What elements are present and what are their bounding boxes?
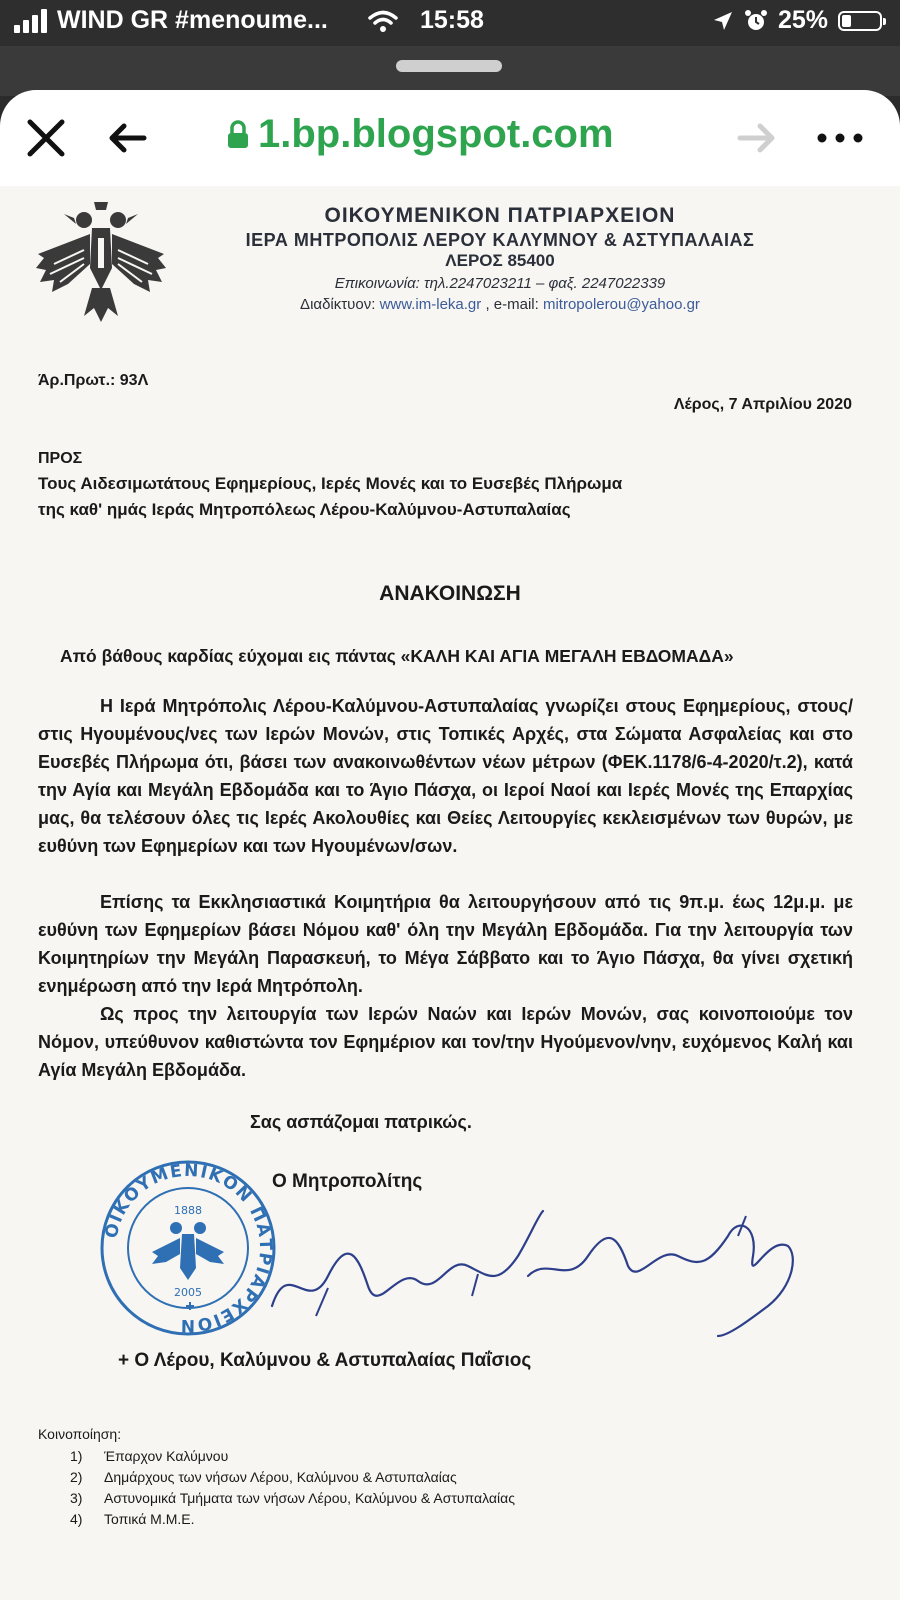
cc-text: Έπαρχον Καλύμνου <box>104 1448 229 1464</box>
browser-sheet <box>0 90 900 1600</box>
cc-label: Κοινοποίηση: <box>38 1426 122 1442</box>
to-line2: της καθ' ημάς Ιεράς Μητροπόλεως Λέρου-Καλύμνου-Αστυπαλαίας <box>38 500 571 519</box>
status-right <box>712 6 882 35</box>
paragraph-3 <box>38 1000 853 1084</box>
web-label: Διαδίκτυον: <box>300 296 376 313</box>
url-text: 1.bp.blogspot.com <box>258 112 614 156</box>
patriarchate-seal <box>96 1156 280 1340</box>
cc-text: Τοπικά Μ.Μ.Ε. <box>104 1511 195 1527</box>
paragraph-2-text: Επίσης τα Εκκλησιαστικά Κοιμητήρια θα λειτουργήσουν από τις 9π.μ. έως 12μ.μ. με ευθύνη των Εφημερίων βάσει Νόμου καθ' όλη την Μεγάλη Εβδομάδα. Για την λειτουργία των Κοιμητηρίων την Μεγάλη Παρασκευή, το Μέγα Σάββατο και το Άγιο Πάσχα, θα γίνει σχετική ενημέρωση από την Ιερά Μητρόπολη. <box>38 892 853 996</box>
close-icon[interactable] <box>18 110 74 166</box>
greeting-line: Από βάθους καρδίας εύχομαι εις πάντας «ΚΑΛΗ ΚΑΙ ΑΓΙΑ ΜΕΓΑΛΗ ΕΒΔΟΜΑΔΑ» <box>60 646 734 666</box>
to-line1: Τους Αιδεσιμωτάτους Εφημερίους, Ιερές Μονές και το Ευσεβές Πλήρωμα <box>38 474 623 493</box>
document-image <box>0 186 900 1600</box>
carrier-label: WIND GR #menoume... <box>57 6 328 34</box>
letterhead-contact: Επικοινωνία: τηλ.2247023211 – φαξ. 2247022339 <box>334 275 666 292</box>
battery-icon <box>838 11 882 31</box>
paragraph-1 <box>38 692 853 860</box>
more-options-icon[interactable] <box>812 110 868 166</box>
signal-icon <box>14 9 47 33</box>
url-bar[interactable] <box>226 112 614 157</box>
cc-list <box>70 1446 515 1530</box>
signer-title: Ο Μητροπολίτης <box>272 1171 423 1192</box>
email-link: mitropolerou@yahoo.gr <box>542 296 700 313</box>
seal-year-top: 1888 <box>174 1204 202 1217</box>
letterhead <box>170 204 830 313</box>
location-arrow-icon <box>712 10 734 32</box>
lock-icon <box>226 120 250 150</box>
paragraph-1-text: Η Ιερά Μητρόπολις Λέρου-Καλύμνου-Αστυπαλαίας γνωρίζει στους Εφημερίους, στους/στις Ηγουμένους/νες των Ιερών Μονών, στις Τοπικές Αρχές, στα Σώματα Ασφαλείας και στο Ευσεβές Πλήρωμα ότι, βάσει των ανακοινωθέντων νέων μέτρων (ΦΕΚ.1178/6-4-2020/τ.2), κατά την Αγία και Μεγάλη Εβδομάδα και το Άγιο Πάσχα, οι Ιεροί Ναοί και Ιερές Μονές της Επαρχίας μας, θα τελέσουν όλες τις Ιερές Ακολουθίες και Θείες Λειτουργίες κεκλεισμένων των θυρών, με ευθύνη των Εφημερίων και των Ηγουμένων/σων. <box>38 696 853 856</box>
alarm-clock-icon <box>744 9 768 33</box>
seal-eagle-icon <box>152 1222 224 1280</box>
letterhead-line3: ΛΕΡΟΣ 85400 <box>445 251 555 270</box>
announcement-title: ΑΝΑΚΟΙΝΩΣΗ <box>379 582 521 605</box>
closing-line: Σας ασπάζομαι πατρικώς. <box>250 1112 472 1132</box>
sheet-drag-handle[interactable] <box>396 60 502 72</box>
to-label: ΠΡΟΣ <box>38 450 83 467</box>
signer-name: + Ο Λέρου, Καλύμνου & Αστυπαλαίας Παΐσιος <box>118 1350 532 1371</box>
status-bar <box>0 0 900 46</box>
paragraph-2 <box>38 888 853 1000</box>
cc-number: 1) <box>70 1448 83 1464</box>
clock: 15:58 <box>420 6 484 34</box>
list-item <box>70 1467 515 1488</box>
paragraph-3-text: Ως προς την λειτουργία των Ιερών Ναών και Ιερών Μονών, σας κοινοποιούμε τον Νόμον, υπεύθυνον καθιστώντα τον Εφημέριον και τον/την Ηγούμενον/νην, ευχόμενος Καλή και Αγία Μεγάλη Εβδομάδα. <box>38 1004 853 1080</box>
wifi-icon <box>368 9 398 33</box>
letterhead-web <box>170 296 830 313</box>
list-item <box>70 1509 515 1530</box>
battery-percent: 25% <box>777 6 828 34</box>
letterhead-line1: ΟΙΚΟΥΜΕΝΙΚΟΝ ΠΑΤΡΙΑΡΧΕΙΟΝ <box>324 204 676 227</box>
list-item <box>70 1488 515 1509</box>
handwritten-signature <box>268 1196 808 1346</box>
browser-toolbar <box>0 90 900 187</box>
double-headed-eagle-icon <box>34 198 168 326</box>
seal-year-bottom: 2005 <box>174 1286 202 1299</box>
status-left <box>14 6 328 35</box>
protocol-number: Άρ.Πρωτ.: 93Λ <box>38 372 149 389</box>
cc-text: Αστυνομικά Τμήματα των νήσων Λέρου, Καλύμνου & Αστυπαλαίας <box>104 1490 515 1506</box>
website-link: www.im-leka.gr <box>379 296 482 313</box>
letter-date: Λέρος, 7 Απριλίου 2020 <box>673 396 852 413</box>
back-arrow-icon[interactable] <box>100 110 156 166</box>
list-item <box>70 1446 515 1467</box>
cc-number: 4) <box>70 1511 83 1527</box>
seal-text: ΟΙΚΟΥΜΕΝΙΚΟΝ ΠΑΤΡΙΑΡΧΕΙΟΝ <box>101 1160 276 1336</box>
letterhead-line2: ΙΕΡΑ ΜΗΤΡΟΠΟΛΙΣ ΛΕΡΟΥ ΚΑΛΥΜΝΟΥ & ΑΣΤΥΠΑΛΑΙΑΣ <box>245 230 755 250</box>
cc-number: 2) <box>70 1469 83 1485</box>
cc-number: 3) <box>70 1490 83 1506</box>
forward-arrow-icon[interactable] <box>728 110 784 166</box>
cc-text: Δημάρχους των νήσων Λέρου, Καλύμνου & Αστυπαλαίας <box>104 1469 457 1485</box>
status-center <box>368 6 484 35</box>
email-label: , e-mail: <box>485 296 539 313</box>
